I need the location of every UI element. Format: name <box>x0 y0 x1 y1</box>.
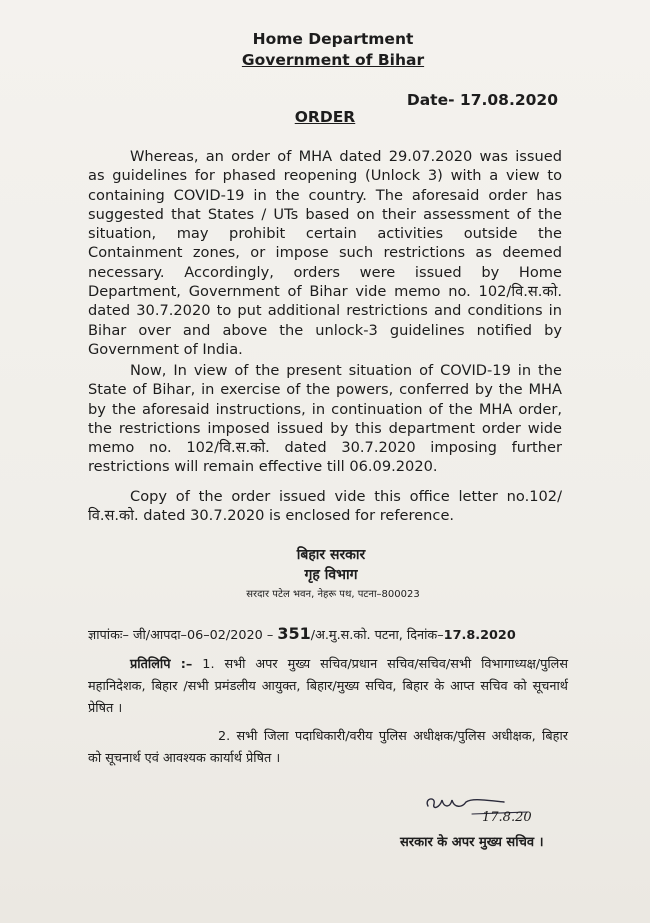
order-title: ORDER <box>294 108 356 126</box>
signatory-designation: सरकार के अपर मुख्य सचिव । <box>400 835 544 850</box>
hindi-department-line: गृह विभाग <box>304 567 358 583</box>
paragraph-whereas: Whereas, an order of MHA dated 29.07.2020 was issued as guidelines for phased reopening (Unlock 3) with a view to containing COVID-19 in the country. The aforesaid order has suggested that States / UTs based on their assessment of the situation, may prohibit certain activities outside the Containment zones, or impose such restrictions as deemed necessary. Accordingly, orders were issued by Home Department, Government of Bihar vide memo no. 102/वि.स.को. dated 30.7.2020 to put additional restrictions and conditions in Bihar over and above the unlock-3 guidelines notified by Government of India. <box>88 148 562 358</box>
memo-date: 17.8.2020 <box>443 628 516 643</box>
memo-reference-middle: /अ.मु.स.को. पटना, दिनांक– <box>310 628 444 643</box>
paragraph-now: Now, In view of the present situation of COVID-19 in the State of Bihar, in exercise of the powers, conferred by the MHA by the aforesaid instructions, in continuation of the MHA order, the restrictions imposed issued by this department order wide memo no. 102/वि.स.को. dated 30.7.2020 imposing further restrictions will remain effective till 06.09.2020. <box>88 362 562 476</box>
copy-to-item-1 <box>88 654 568 720</box>
memo-reference-prefix: ज्ञापांकः– जी/आपदा–06–02/2020 – <box>88 628 274 643</box>
signature-date: 17.8.20 <box>482 810 532 825</box>
hindi-address-line: सरदार पटेल भवन, नेहरू पथ, पटना–800023 <box>246 589 420 600</box>
order-date: Date- 17.08.2020 <box>406 91 558 109</box>
memo-reference <box>88 624 568 643</box>
copy-to-item-2: 2. सभी जिला पदाधिकारी/वरीय पुलिस अधीक्षक/पुलिस अधीक्षक, बिहार को सूचनार्थ एवं आवश्यक कार्यार्थ प्रेषित । <box>88 729 568 766</box>
hindi-government-line: बिहार सरकार <box>296 547 366 563</box>
department-heading: Home Department <box>252 30 414 48</box>
memo-number: 351 <box>277 624 311 643</box>
copy-to-label: प्रतिलिपि :– <box>130 657 193 672</box>
copy-to-item-1-text: 1. सभी अपर मुख्य सचिव/प्रधान सचिव/सचिव/सभी विभागाध्यक्ष/पुलिस महानिदेशक, बिहार /सभी प्रमंडलीय आयुक्त, बिहार/मुख्य सचिव, बिहार के आप्त सचिव को सूचनार्थ प्रेषित । <box>88 657 569 716</box>
government-heading: Government of Bihar <box>241 51 425 69</box>
paragraph-copy: Copy of the order issued vide this office letter no.102/वि.स.को. dated 30.7.2020 is enclosed for reference. <box>88 488 562 525</box>
